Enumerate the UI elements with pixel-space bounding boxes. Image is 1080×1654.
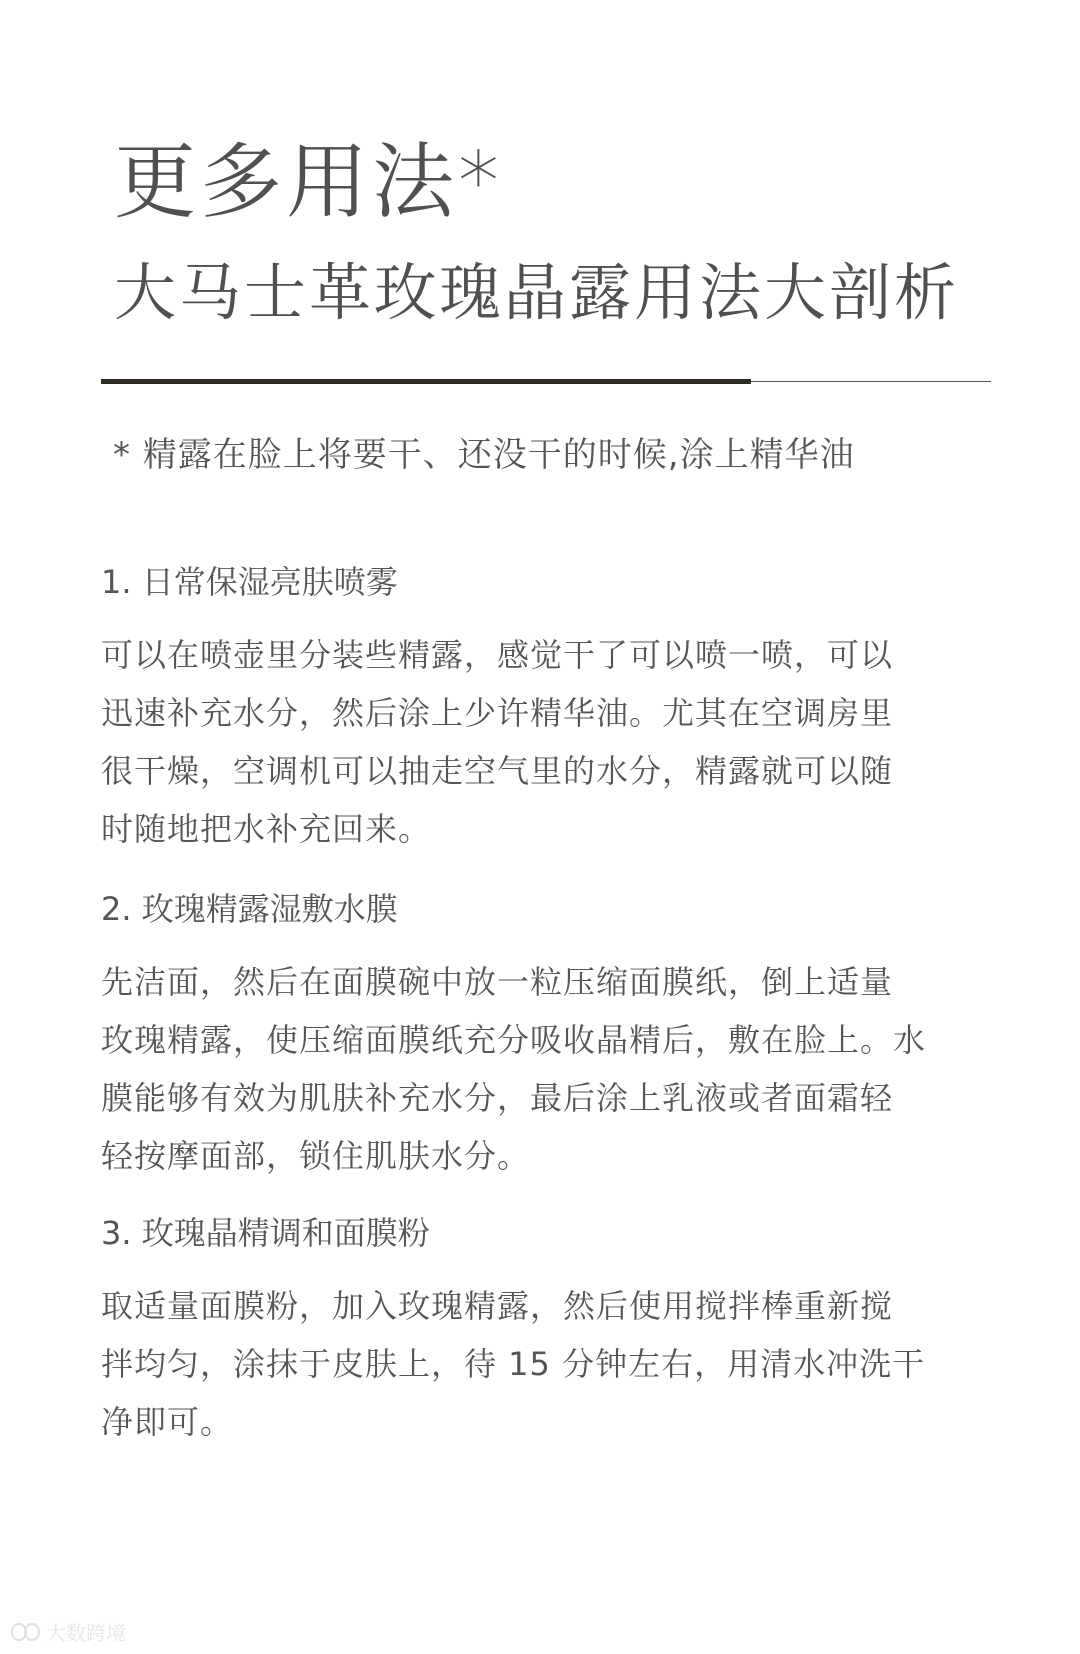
usage-section-3 bbox=[101, 1214, 981, 1451]
section-text-line: 拌均匀，涂抹于皮肤上，待 15 分钟左右，用清水冲洗干 bbox=[101, 1345, 926, 1383]
section-heading: 2. 玫瑰精露湿敷水膜 bbox=[101, 890, 398, 928]
section-text-line: 很干燥，空调机可以抽走空气里的水分，精露就可以随 bbox=[101, 752, 894, 790]
section-text-line: 取适量面膜粉，加入玫瑰精露，然后使用搅拌棒重新搅 bbox=[101, 1287, 894, 1325]
section-text-line: 可以在喷壶里分装些精露，感觉干了可以喷一喷，可以 bbox=[101, 636, 894, 674]
watermark-logo-icon bbox=[10, 1621, 42, 1643]
section-heading: 1. 日常保湿亮肤喷雾 bbox=[101, 563, 398, 601]
divider-thick bbox=[101, 379, 751, 384]
section-text-line: 时随地把水补充回来。 bbox=[101, 810, 432, 848]
watermark bbox=[10, 1617, 126, 1646]
divider-thin bbox=[751, 381, 991, 382]
section-text-line: 轻按摩面部，锁住肌肤水分。 bbox=[101, 1137, 531, 1175]
page-subtitle: 大马士革玫瑰晶露用法大剖析 bbox=[114, 256, 960, 329]
watermark-text: 大数跨境 bbox=[46, 1621, 126, 1645]
section-text-line: 净即可。 bbox=[101, 1403, 234, 1441]
section-text-line: 迅速补充水分，然后涂上少许精华油。尤其在空调房里 bbox=[101, 694, 894, 732]
usage-section-1 bbox=[101, 563, 981, 858]
page-title: 更多用法* bbox=[114, 135, 504, 230]
section-heading: 3. 玫瑰晶精调和面膜粉 bbox=[101, 1214, 430, 1252]
usage-note: * 精露在脸上将要干、还没干的时候,涂上精华油 bbox=[113, 435, 855, 475]
section-text-line: 玫瑰精露，使压缩面膜纸充分吸收晶精后，敷在脸上。水 bbox=[101, 1021, 927, 1059]
usage-section-2 bbox=[101, 890, 981, 1185]
section-text-line: 膜能够有效为肌肤补充水分，最后涂上乳液或者面霜轻 bbox=[101, 1079, 894, 1117]
section-text-line: 先洁面，然后在面膜碗中放一粒压缩面膜纸，倒上适量 bbox=[101, 963, 894, 1001]
